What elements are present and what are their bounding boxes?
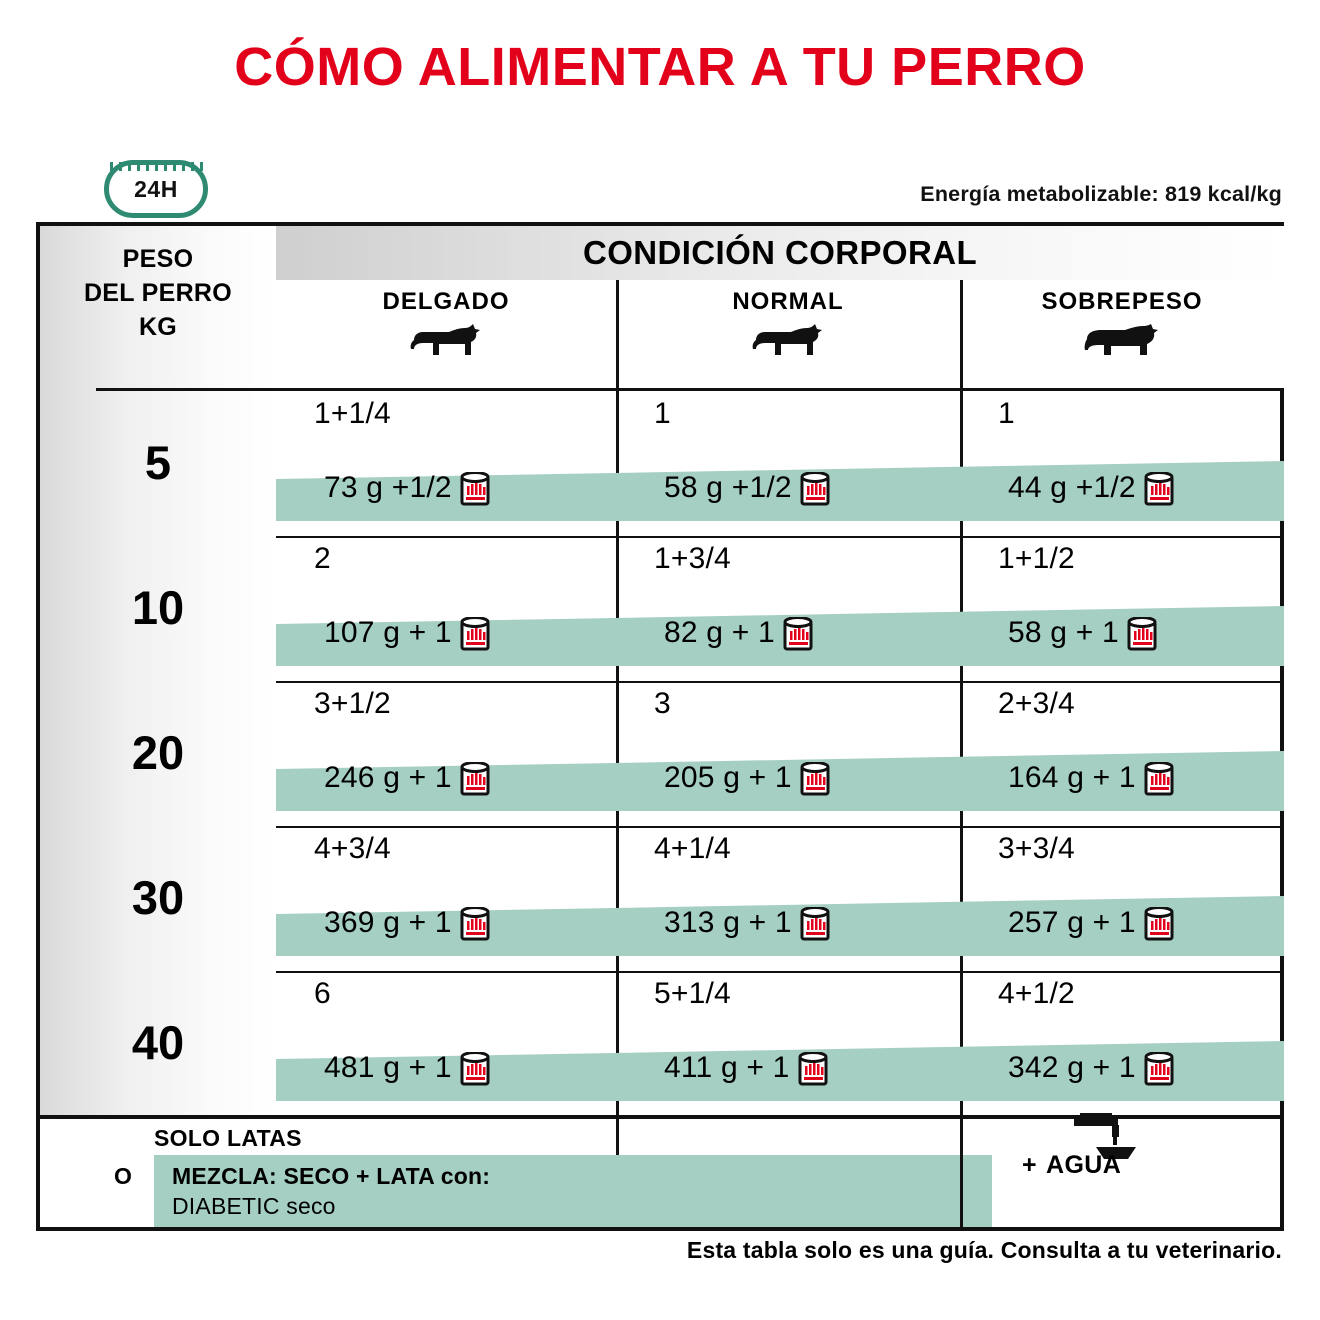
pet-food-can-icon (460, 471, 490, 504)
condition-column-delgado (276, 288, 616, 386)
condition-label-normal: NORMAL (732, 288, 844, 315)
cell-mix-text: 313 g + 1 (664, 906, 792, 939)
condition-label-delgado: DELGADO (382, 288, 510, 315)
pet-food-can-icon (800, 761, 830, 794)
pet-food-can-icon (1127, 616, 1157, 649)
cell-cans-only: 5+1/4 (654, 977, 731, 1010)
cell-cans-only: 1 (654, 397, 671, 430)
table-row (40, 971, 1284, 1116)
cell-mix-text: 58 g +1/2 (664, 471, 792, 504)
cell-mix-amount (664, 471, 830, 506)
pet-food-can-icon (800, 906, 830, 939)
cell-mix-text: 411 g + 1 (664, 1051, 790, 1084)
cell-cans-only: 3+3/4 (998, 832, 1075, 865)
cell-cans-only: 1 (998, 397, 1015, 430)
cell-cans-only: 2+3/4 (998, 687, 1075, 720)
cell-mix-text: 481 g + 1 (324, 1051, 452, 1084)
row-weight-kg: 40 (131, 1016, 185, 1069)
cell-mix-amount (1008, 471, 1174, 506)
cell-mix-amount (324, 906, 490, 941)
cell-cans-only: 1+1/4 (314, 397, 391, 430)
dog-silhouette-icon (616, 324, 960, 368)
metabolizable-energy-text: Energía metabolizable: 819 kcal/kg (920, 182, 1282, 206)
row-weight-kg: 30 (131, 871, 185, 924)
footnote: Esta tabla solo es una guía. Consulta a tu veterinario. (686, 1237, 1282, 1263)
cell-mix-text: 58 g + 1 (1008, 616, 1119, 649)
pet-food-can-icon (798, 1051, 828, 1084)
cell-mix-amount (664, 1051, 828, 1086)
pet-food-can-icon (460, 906, 490, 939)
cell-mix-amount (1008, 906, 1174, 941)
cell-mix-amount (664, 616, 813, 651)
row-weight-kg: 20 (131, 726, 185, 779)
table-row (40, 391, 1284, 536)
cell-mix-text: 107 g + 1 (324, 616, 452, 649)
cell-cans-only: 4+1/2 (998, 977, 1075, 1010)
pet-food-can-icon (460, 1051, 490, 1084)
pet-food-can-icon (1144, 761, 1174, 794)
cell-cans-only: 3+1/2 (314, 687, 391, 720)
cell-mix-amount (664, 761, 830, 796)
weight-header-line-1: PESO (122, 245, 194, 273)
clock-24h-icon (104, 160, 212, 222)
row-weight-kg: 5 (144, 436, 172, 489)
cell-mix-amount (1008, 761, 1174, 796)
cell-cans-only: 4+1/4 (654, 832, 731, 865)
dog-silhouette-icon (276, 324, 616, 368)
legend-water-plus: + (1022, 1151, 1037, 1179)
pet-food-can-icon (1144, 906, 1174, 939)
cell-mix-text: 73 g +1/2 (324, 471, 452, 504)
weight-header-line-2: DEL PERRO (83, 279, 233, 307)
condition-column-sobrepeso (960, 288, 1284, 386)
cell-cans-only: 3 (654, 687, 671, 720)
cell-mix-amount (1008, 616, 1157, 651)
cell-mix-amount (1008, 1051, 1174, 1086)
table-row (40, 826, 1284, 971)
feeding-table (36, 222, 1284, 1119)
pet-food-can-icon (460, 616, 490, 649)
cell-mix-text: 342 g + 1 (1008, 1051, 1136, 1084)
legend-water-label: AGUA (1046, 1151, 1122, 1179)
dog-silhouette-icon (960, 324, 1284, 368)
legend-section (36, 1111, 1284, 1233)
page-title: CÓMO ALIMENTAR A TU PERRO (234, 37, 1086, 97)
pet-food-can-icon (1144, 1051, 1174, 1084)
legend-mix-sub: DIABETIC seco (172, 1193, 336, 1219)
cell-mix-amount (324, 616, 490, 651)
legend-cans-only: SOLO LATAS (154, 1125, 302, 1151)
cell-cans-only: 1+3/4 (654, 542, 731, 575)
pet-food-can-icon (800, 471, 830, 504)
legend-divider (960, 1111, 963, 1231)
cell-mix-text: 257 g + 1 (1008, 906, 1136, 939)
weight-header-line-3: KG (138, 313, 178, 341)
table-row (40, 681, 1284, 826)
weight-header (40, 242, 276, 344)
cell-mix-text: 164 g + 1 (1008, 761, 1136, 794)
cell-mix-text: 369 g + 1 (324, 906, 452, 939)
cell-mix-amount (324, 1051, 490, 1086)
table-row (40, 536, 1284, 681)
condition-label-sobrepeso: SOBREPESO (1041, 288, 1203, 315)
legend-or: O (114, 1163, 132, 1189)
cell-cans-only: 4+3/4 (314, 832, 391, 865)
cell-mix-amount (664, 906, 830, 941)
condition-header-label: CONDICIÓN CORPORAL (582, 234, 978, 271)
condition-column-normal (616, 288, 960, 386)
legend-mix-text (172, 1161, 490, 1221)
row-weight-kg: 10 (131, 581, 185, 634)
cell-cans-only: 2 (314, 542, 331, 575)
cell-mix-text: 44 g +1/2 (1008, 471, 1136, 504)
pet-food-can-icon (460, 761, 490, 794)
cell-mix-amount (324, 471, 490, 506)
legend-mix-title: MEZCLA: SECO + LATA con: (172, 1163, 491, 1189)
cell-mix-text: 205 g + 1 (664, 761, 792, 794)
cell-mix-text: 246 g + 1 (324, 761, 452, 794)
badge-label: 24H (134, 176, 178, 202)
cell-cans-only: 6 (314, 977, 331, 1010)
cell-mix-text: 82 g + 1 (664, 616, 775, 649)
pet-food-can-icon (1144, 471, 1174, 504)
cell-mix-amount (324, 761, 490, 796)
cell-cans-only: 1+1/2 (998, 542, 1075, 575)
pet-food-can-icon (783, 616, 813, 649)
